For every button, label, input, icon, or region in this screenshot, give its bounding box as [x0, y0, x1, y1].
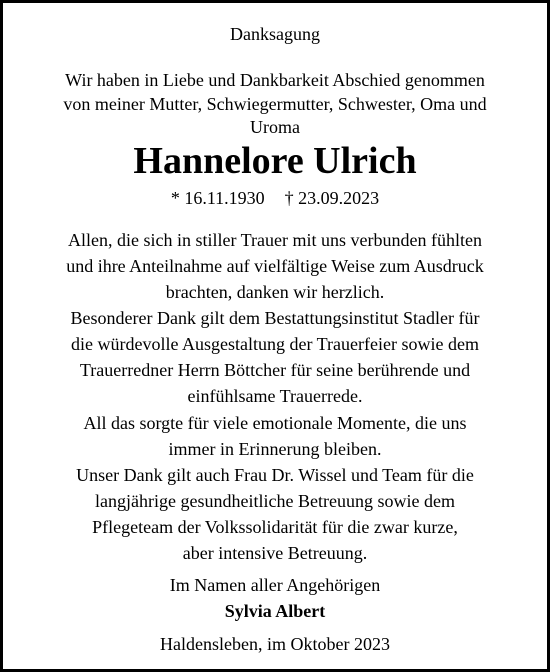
body-line: langjährige gesundheitliche Betreuung sowie dem [95, 491, 455, 511]
body-line: Trauerredner Herrn Böttcher für seine berührende und [79, 360, 471, 380]
death-date: † 23.09.2023 [284, 188, 380, 208]
body-line: immer in Erinnerung bleiben. [168, 439, 382, 459]
on-behalf-line: Im Namen aller Angehörigen [169, 575, 381, 595]
body-line: brachten, danken wir herzlich. [165, 282, 385, 302]
signatory-name: Sylvia Albert [224, 601, 326, 621]
deceased-name: Hannelore Ulrich [133, 140, 417, 182]
body-line: Allen, die sich in stiller Trauer mit uns verbunden fühlten [68, 230, 482, 250]
place-date: Haldensleben, im Oktober 2023 [160, 634, 390, 654]
body-line: und ihre Anteilnahme auf vielfältige Weise zum Ausdruck [66, 256, 484, 276]
body-line: All das sorgte für viele emotionale Momente, die uns [83, 413, 467, 433]
body-line: die würdevolle Ausgestaltung der Trauerfeier sowie dem [71, 334, 479, 354]
birth-date: * 16.11.1930 [170, 188, 265, 208]
body-line: Besonderer Dank gilt dem Bestattungsinstitut Stadler für [70, 308, 480, 328]
intro-line: von meiner Mutter, Schwiegermutter, Schwester, Oma und [63, 94, 487, 114]
body-line: aber intensive Betreuung. [182, 543, 368, 563]
body-line: Unser Dank gilt auch Frau Dr. Wissel und Team für die [76, 465, 474, 485]
life-dates [3, 187, 547, 209]
body-line: Pflegeteam der Volkssolidarität für die zwar kurze, [92, 517, 458, 537]
intro-line: Uroma [250, 117, 300, 137]
body-line: einfühlsame Trauerrede. [187, 386, 363, 406]
intro-line: Wir haben in Liebe und Dankbarkeit Abschied genommen [65, 70, 485, 90]
notice-heading: Danksagung [230, 24, 320, 44]
